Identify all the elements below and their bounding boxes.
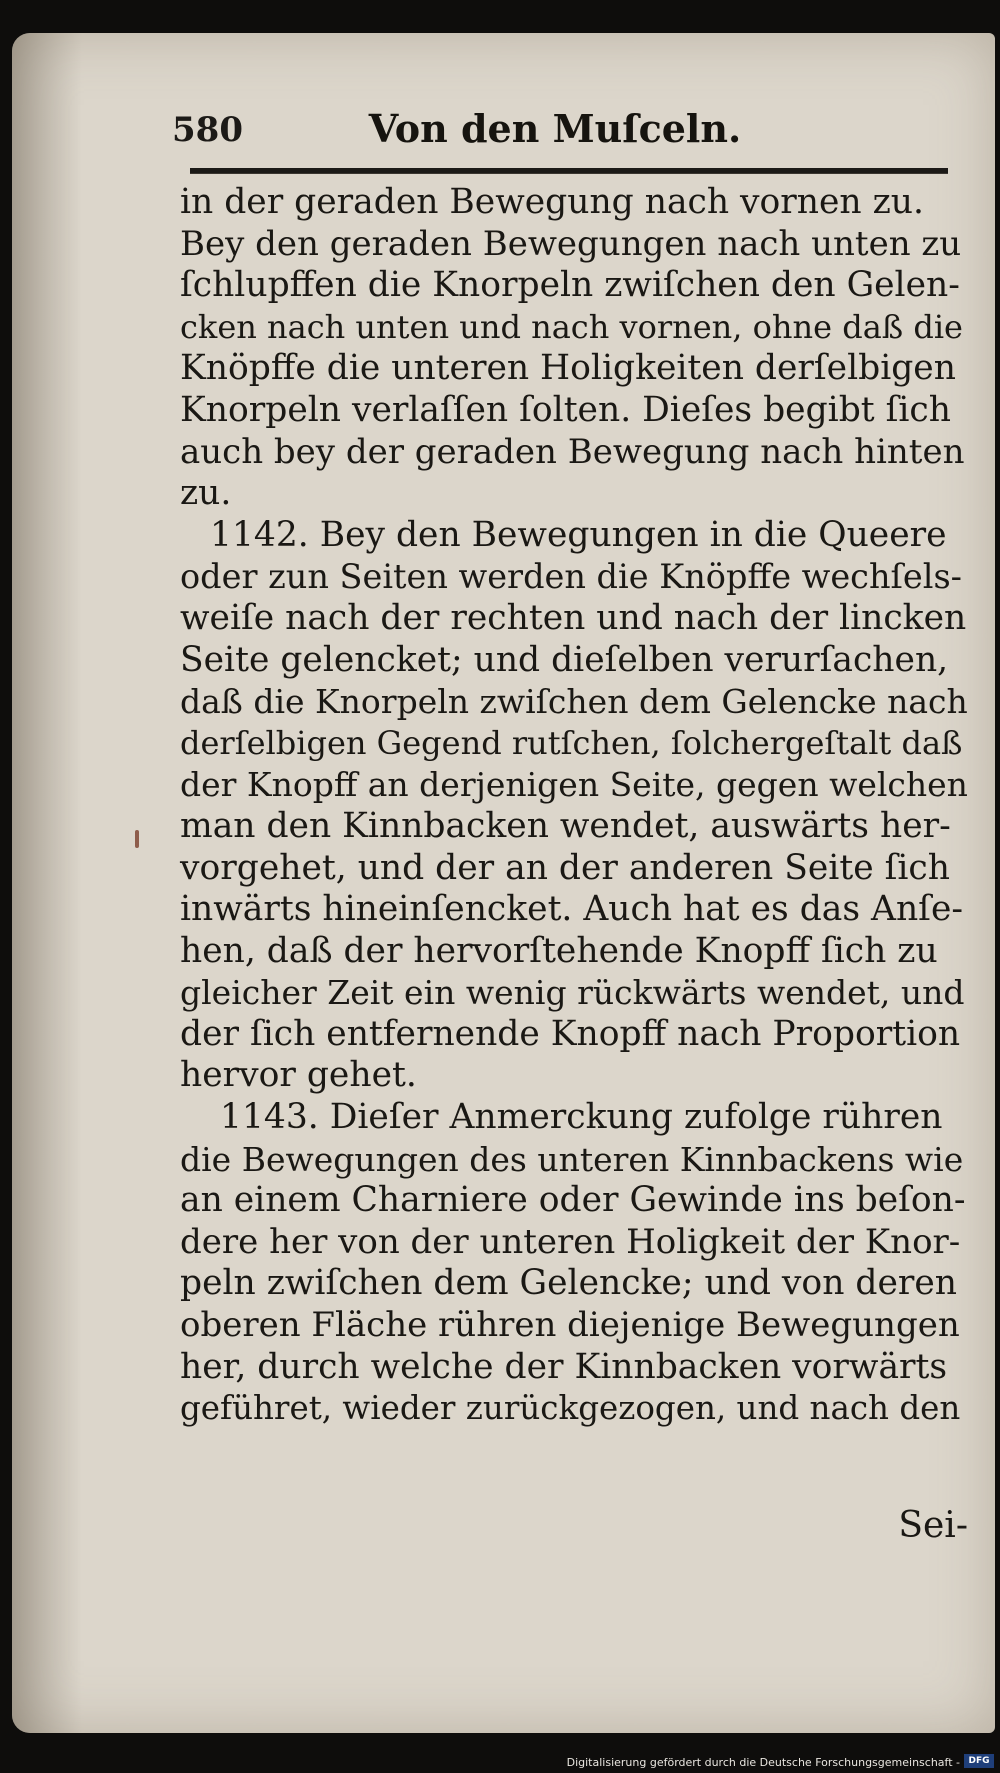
text-line: ſchlupffen die Knorpeln zwiſchen den Gelen- — [180, 265, 960, 306]
text-line: daß die Knorpeln zwiſchen dem Gelencke nach — [180, 682, 968, 722]
text-line: Seite gelencket; und dieſelben verurſachen, — [180, 639, 949, 680]
text-line: die Bewegungen des unteren Kinnbackens wie — [180, 1139, 964, 1179]
text-line: man den Kinnbacken wendet, auswärts her- — [180, 805, 951, 846]
text-line: 1143. Dieſer Anmerckung zufolge rühren — [220, 1097, 943, 1138]
text-line: der Knopff an derjenigen Seite, gegen welchen — [180, 765, 968, 805]
text-line: gleicher Zeit ein wenig rückwärts wendet, und — [180, 973, 965, 1013]
text-line: hen, daß der hervorſtehende Knopff ſich zu — [180, 930, 938, 971]
margin-mark — [135, 830, 139, 848]
text-line: zu. — [180, 473, 232, 514]
body-text — [180, 182, 968, 1430]
page-gutter-shadow — [12, 33, 82, 1733]
text-line: geführet, wieder zurückgezogen, und nach den — [180, 1389, 961, 1428]
page-number: 580 — [172, 110, 243, 150]
running-title: Von den Muſceln. — [368, 106, 742, 151]
text-line: her, durch welche der Kinnbacken vorwärts — [180, 1346, 948, 1387]
text-line: Bey den geraden Bewegungen nach unten zu — [180, 223, 962, 264]
text-line: Knorpeln verlaſſen ſolten. Dieſes begibt ſich — [180, 389, 951, 430]
text-line: oberen Fläche rühren diejenige Bewegungen — [180, 1305, 960, 1346]
text-line: der ſich entfernende Knopff nach Proportion — [180, 1013, 961, 1054]
text-line: 1142. Bey den Bewegungen in die Queere — [210, 514, 947, 555]
text-line: derſelbigen Gegend rutſchen, ſolchergeſtalt daß — [180, 723, 963, 762]
text-line: vorgehet, und der an der anderen Seite ſich — [180, 847, 950, 888]
text-line: oder zun Seiten werden die Knöpffe wechſels- — [180, 557, 962, 597]
page-header — [160, 98, 950, 158]
digitization-credit: Digitalisierung gefördert durch die Deutsche Forschungsgemeinschaft - — [566, 1756, 960, 1769]
text-line: hervor gehet. — [180, 1055, 417, 1096]
text-line: peln zwiſchen dem Gelencke; und von deren — [180, 1263, 958, 1304]
dfg-logo-icon: DFG — [964, 1754, 994, 1768]
text-line: dere her von der unteren Holigkeit der Knor- — [180, 1221, 961, 1262]
text-line: auch bey der geraden Bewegung nach hinten — [180, 431, 965, 472]
text-line: cken nach unten und nach vornen, ohne daß die — [180, 307, 963, 346]
text-line: an einem Charniere oder Gewinde ins beſon- — [180, 1180, 966, 1221]
header-rule — [190, 168, 948, 174]
catchword: Sei- — [898, 1505, 968, 1546]
text-line: inwärts hineinſencket. Auch hat es das Anſe- — [180, 889, 964, 930]
text-line: Knöpffe die unteren Holigkeiten derſelbigen — [180, 348, 956, 389]
text-line: weiſe nach der rechten und nach der lincken — [180, 597, 967, 638]
text-line: in der geraden Bewegung nach vornen zu. — [180, 182, 924, 222]
